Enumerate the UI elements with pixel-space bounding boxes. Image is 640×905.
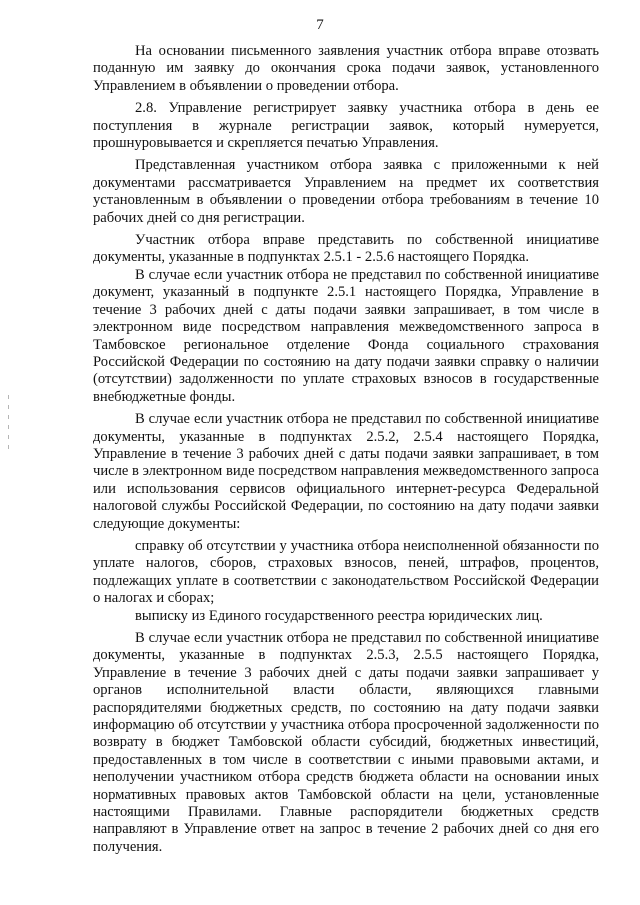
page-number: 7 [316, 17, 324, 33]
paragraph-own-initiative: Участник отбора вправе представить по собственной инициативе документы, указанные в подпунктах 2.5.1 - 2.5.6 настоящего Порядка. [93, 232, 599, 266]
document-body [93, 43, 599, 856]
paragraph-review: Представленная участником отбора заявка с приложенными к ней документами рассматривается Управлением на предмет их соответствия установленным в объявлении о проведении отбора требованиям в течение 10 рабочих дней со дня регистрации. [93, 157, 599, 226]
paragraph-tax-certificate: справку об отсутствии у участника отбора неисполненной обязанности по уплате налогов, сборов, страховых взносов, пеней, штрафов, процентов, подлежащих уплате в соответствии с законодательством Российской Федерации о налогах и сборах; [93, 537, 599, 607]
paragraph-registration: 2.8. Управление регистрирует заявку участника отбора в день ее поступления в журнале регистрации заявок, который нумеруется, прошнуровывается и скрепляется печатью Управления. [93, 100, 599, 152]
paragraph-withdrawal: На основании письменного заявления участник отбора вправе отозвать поданную им заявку до окончания срока подачи заявок, установленного Управлением в объявлении о проведении отбора. [93, 43, 599, 94]
paragraph-egrul-extract: выписку из Единого государственного реестра юридических лиц. [135, 607, 543, 624]
paragraph-fss-request: В случае если участник отбора не представил по собственной инициативе документ, указанный в подпункте 2.5.1 настоящего Порядка, Управление в течение 3 рабочих дней с даты подачи заявки запрашивает, в том числе в электронном виде посредством направления межведомственного запроса в Тамбовское региональное отделение Фонда социального страхования Российской Федерации по состоянию на дату подачи заявки справку о наличии (отсутствии) задолженности по уплате страховых взносов в государственные внебюджетные фонды. [93, 266, 599, 405]
paragraph-budget-request: В случае если участник отбора не представил по собственной инициативе документы, указанные в подпунктах 2.5.3, 2.5.5 настоящего Порядка, Управление в течение 3 рабочих дней с даты подачи заявки запрашивает у органов исполнительной власти области, являющихся главными распорядителями бюджетных средств, по состоянию на дату подачи заявки информацию об отсутствии у участника отбора просроченной задолженности по возврату в бюджет Тамбовской области субсидий, бюджетных инвестиций, предоставленных в том числе в соответствии с иными правовыми актами, и неполучении участником отбора средств бюджета области на основании иных нормативных правовых актов Тамбовской области на цели, установленные настоящими Правилами. Главные распорядители бюджетных средств направляют в Управление ответ на запрос в течение 2 рабочих дней со дня его получения. [93, 630, 599, 855]
scan-artifact [8, 395, 10, 455]
paragraph-tax-request: В случае если участник отбора не представил по собственной инициативе документы, указанные в подпунктах 2.5.2, 2.5.4 настоящего Порядка, Управление в течение 3 рабочих дней с даты подачи заявки запрашивает, в том числе в электронном виде посредством направления межведомственного запроса или использования сервисов официального интернет-ресурса Федеральной налоговой службы Российской Федерации, по состоянию на дату подачи заявки следующие документы: [93, 411, 599, 532]
